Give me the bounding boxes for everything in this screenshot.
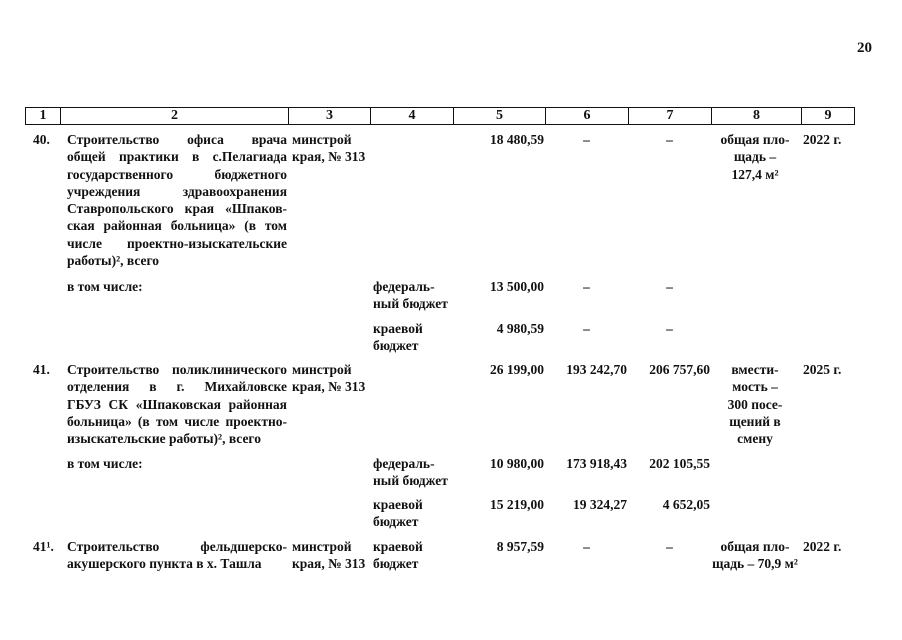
amount-col5: 13 500,00 (490, 279, 544, 294)
completion-year: 2025 г. (803, 362, 842, 377)
funding-source-line: краевой (373, 321, 423, 336)
row-number: 41. (33, 362, 50, 377)
amount-col6: 173 918,43 (566, 456, 627, 471)
amount-col7: 4 652,05 (662, 497, 710, 512)
column-number: 8 (712, 108, 802, 125)
amount-col6: – (583, 539, 590, 554)
amount-col7: – (666, 321, 673, 336)
completion-year: 2022 г. (803, 132, 842, 147)
funding-source-line: бюджет (373, 556, 419, 572)
project-name-line: работы)², всего (67, 253, 160, 269)
capacity (712, 361, 798, 447)
funding-source-line: ный бюджет (373, 296, 448, 312)
project-name-line: общей практики в с.Пелагиада (67, 149, 287, 165)
customer-line: минстрой (292, 539, 352, 554)
amount-col7: 202 105,55 (649, 456, 710, 471)
project-name-line: числе проектно-изыскательские (67, 235, 287, 251)
total-amount: 18 480,59 (490, 132, 544, 147)
capacity-line: щадь – 70,9 м² (712, 556, 798, 572)
project-name-line: Строительство офиса врача (67, 132, 287, 147)
capacity-line: 300 посе- (727, 396, 783, 412)
project-name-line: учреждения здравоохранения (67, 183, 287, 199)
project-name-line: ГБУЗ СК «Шпаковская районная (67, 396, 287, 412)
customer (292, 538, 365, 573)
project-name-line: отделения в г. Михайловске (67, 379, 287, 395)
customer-line: минстрой (292, 132, 352, 147)
subtotal-label: в том числе: (67, 456, 143, 471)
project-name-line: изыскательские работы)², всего (67, 431, 261, 447)
capacity-line: общая пло- (720, 132, 790, 147)
capacity-line: общая пло- (720, 539, 790, 554)
customer-line: края, № 313 (292, 149, 366, 165)
funding-source (373, 278, 448, 313)
column-number: 7 (629, 108, 712, 125)
subtotal-label: в том числе: (67, 279, 143, 294)
capacity (712, 131, 798, 183)
funding-source (373, 538, 423, 573)
row-number: 40. (33, 132, 50, 147)
funding-source-line: федераль- (373, 456, 435, 471)
funding-source-line: краевой (373, 539, 423, 554)
column-number: 3 (289, 108, 371, 125)
amount-col5: 4 980,59 (496, 321, 544, 336)
amount-col6: – (583, 321, 590, 336)
amount-col5: 10 980,00 (490, 456, 544, 471)
capacity-line: смену (737, 431, 773, 447)
funding-source-line: ный бюджет (373, 473, 448, 489)
capacity-line: щений в (729, 413, 781, 429)
project-name-line: Строительство фельдшерско- (67, 539, 287, 554)
project-name-line: Строительство поликлинического (67, 362, 287, 377)
amount-col6: – (583, 132, 590, 147)
amount-col7: 206 757,60 (649, 362, 710, 377)
project-name (67, 361, 287, 447)
funding-source (373, 455, 448, 490)
amount-col7: – (666, 132, 673, 147)
column-number: 2 (61, 108, 289, 125)
funding-source-line: бюджет (373, 514, 419, 530)
page-number: 20 (857, 40, 872, 56)
capacity-line: мость – (732, 379, 778, 395)
customer (292, 131, 365, 166)
amount-col5: 15 219,00 (490, 497, 544, 512)
amount-col6: 19 324,27 (573, 497, 627, 512)
project-name-line: государственного бюджетного (67, 166, 287, 182)
total-amount: 8 957,59 (496, 539, 544, 554)
funding-source-line: федераль- (373, 279, 435, 294)
customer-line: края, № 313 (292, 379, 366, 395)
amount-col7: – (666, 539, 673, 554)
amount-col7: – (666, 279, 673, 294)
customer-line: края, № 313 (292, 556, 366, 572)
capacity-line: вмести- (731, 362, 779, 377)
column-number: 5 (454, 108, 546, 125)
funding-source (373, 496, 423, 531)
column-number: 6 (546, 108, 629, 125)
project-name-line: ская районная больница» (в том (67, 218, 287, 234)
funding-source-line: краевой (373, 497, 423, 512)
completion-year: 2022 г. (803, 539, 842, 554)
project-name-line: больница» (в том числе проектно- (67, 413, 287, 429)
row-number: 41¹. (33, 539, 54, 554)
total-amount: 26 199,00 (490, 362, 544, 377)
project-name (67, 131, 287, 269)
funding-source (373, 320, 423, 355)
customer (292, 361, 365, 396)
capacity-line: щадь – (733, 149, 777, 165)
project-name-line: акушерского пункта в х. Ташла (67, 556, 262, 572)
amount-col6: – (583, 279, 590, 294)
funding-source-line: бюджет (373, 338, 419, 354)
amount-col6: 193 242,70 (566, 362, 627, 377)
project-name-line: Ставропольского края «Шпаков- (67, 201, 287, 217)
project-name (67, 538, 287, 573)
column-number: 1 (26, 108, 61, 125)
column-number: 4 (371, 108, 454, 125)
capacity (704, 538, 806, 573)
column-number: 9 (802, 108, 855, 125)
customer-line: минстрой (292, 362, 352, 377)
capacity-line: 127,4 м² (731, 166, 779, 182)
